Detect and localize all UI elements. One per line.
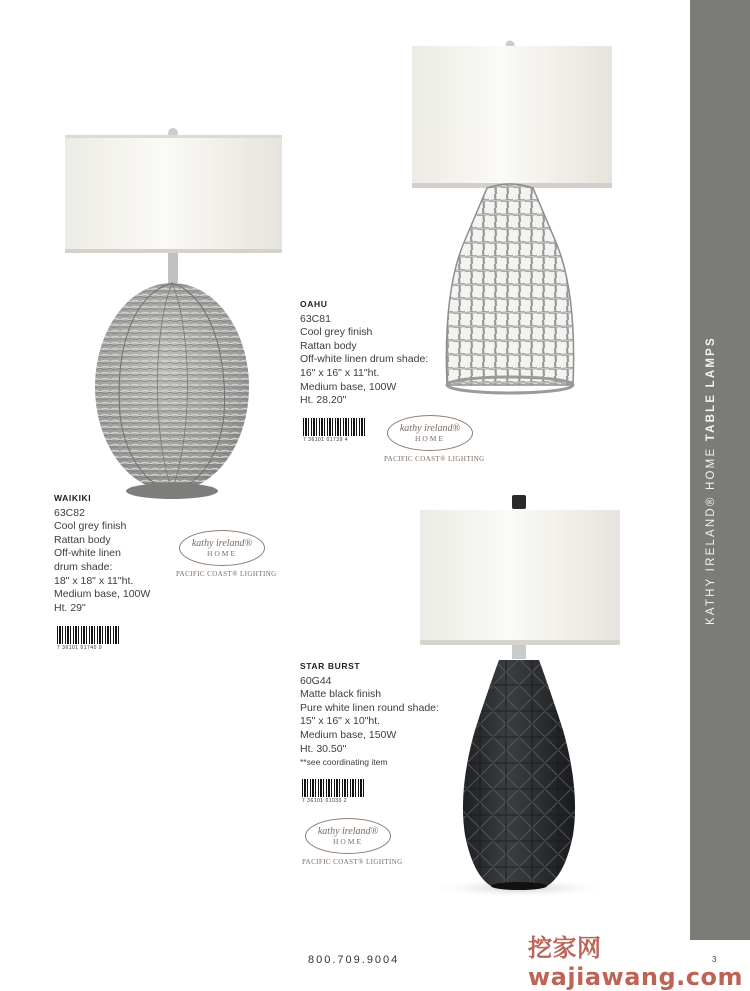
spec-line: Ht. 28.20"	[300, 394, 347, 407]
starburst-lamp-image	[415, 490, 635, 910]
product-name: STAR BURST	[300, 661, 361, 671]
spec-line: Medium base, 150W	[300, 728, 397, 741]
product-spec-waikiki	[54, 492, 150, 615]
page-number: 3	[712, 955, 717, 964]
spec-line: Cool grey finish	[300, 326, 373, 339]
spec-line: Rattan body	[54, 533, 111, 546]
brand-logo	[384, 415, 485, 463]
spec-line: Pure white linen round shade:	[300, 701, 439, 714]
phone-number: 800.709.9004	[308, 954, 400, 966]
barcode-number: 7 36101 01739 4	[303, 437, 349, 443]
spec-line: drum shade:	[54, 560, 113, 573]
spec-line: Medium base, 100W	[54, 588, 151, 601]
spec-line: Rattan body	[300, 339, 357, 352]
kathy-ireland-home-logo: kathy ireland® HOME	[305, 818, 391, 854]
barcode-bars	[303, 418, 367, 436]
barcode-starburst	[302, 779, 366, 804]
barcode-number: 7 36101 01030 2	[302, 798, 348, 804]
barcode-bars	[302, 779, 366, 797]
product-name: WAIKIKI	[54, 493, 92, 503]
brand-logo	[302, 818, 403, 866]
spec-line: Medium base, 100W	[300, 380, 397, 393]
waikiki-lamp-image	[60, 125, 295, 505]
product-sku: 63C82	[54, 506, 85, 519]
spec-line: Off-white linen	[54, 547, 121, 560]
sidebar-title: KATHY IRELAND® HOME TABLE LAMPS	[705, 336, 717, 625]
kathy-ireland-home-logo: kathy ireland® HOME	[179, 530, 265, 566]
barcode-waikiki	[57, 626, 121, 651]
product-sku: 60G44	[300, 674, 332, 687]
product-sku: 63C81	[300, 312, 331, 325]
spec-line: Cool grey finish	[54, 520, 127, 533]
product-spec-oahu	[300, 298, 428, 408]
product-name: OAHU	[300, 299, 328, 309]
product-spec-starburst	[300, 660, 439, 770]
spec-line: 18" x 18" x 11"ht.	[54, 574, 134, 587]
spec-line: Ht. 30.50"	[300, 742, 347, 755]
sidebar-band	[690, 0, 750, 940]
spec-line: 15" x 16" x 10"ht.	[300, 715, 381, 728]
oahu-lamp-image	[405, 40, 615, 405]
barcode-bars	[57, 626, 121, 644]
spec-line: 16" x 16" x 11"ht.	[300, 366, 380, 379]
coordinating-note: **see coordinating item	[300, 757, 388, 768]
site-watermark: 挖家网 wajiawang.com	[528, 934, 743, 991]
pacific-coast-lighting-logo: PACIFIC COAST® LIGHTING	[302, 858, 403, 866]
brand-logo	[176, 530, 277, 578]
spec-line: Matte black finish	[300, 688, 382, 701]
kathy-ireland-home-logo: kathy ireland® HOME	[387, 415, 473, 451]
spec-line: Off-white linen drum shade:	[300, 353, 429, 366]
barcode-oahu	[303, 418, 367, 443]
spec-line: Ht. 29"	[54, 601, 86, 614]
barcode-number: 7 36101 01740 0	[57, 645, 103, 651]
pacific-coast-lighting-logo: PACIFIC COAST® LIGHTING	[384, 455, 485, 463]
pacific-coast-lighting-logo: PACIFIC COAST® LIGHTING	[176, 570, 277, 578]
